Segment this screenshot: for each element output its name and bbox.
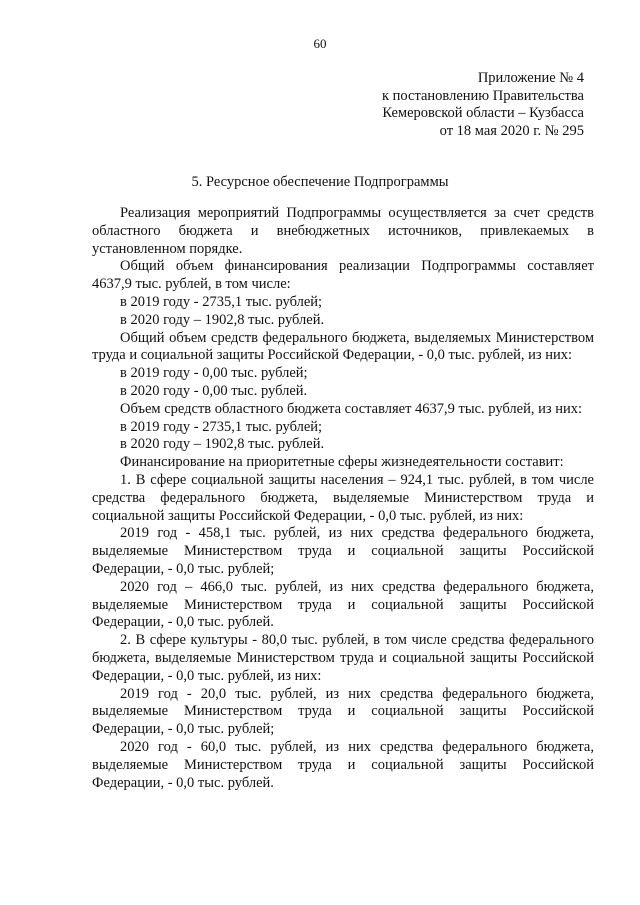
- paragraph: 1. В сфере социальной защиты населения – 924,1 тыс. рублей, в том числе средства федерального бюджета, выделяемые Министерством труда и социальной защиты Российской Федерации, - 0,0 тыс. рублей, из них:: [92, 471, 594, 524]
- paragraph: 2019 год - 20,0 тыс. рублей, из них средства федерального бюджета, выделяемые Министерством труда и социальной защиты Российской Федерации, - 0,0 тыс. рублей;: [92, 685, 594, 738]
- appendix-line-4: от 18 мая 2020 г. № 295: [439, 122, 584, 139]
- paragraph: Объем средств областного бюджета составляет 4637,9 тыс. рублей, из них:: [120, 400, 583, 417]
- appendix-header: [324, 70, 584, 140]
- paragraph: в 2019 году - 0,00 тыс. рублей;: [120, 365, 308, 382]
- paragraph: в 2019 году - 2735,1 тыс. рублей;: [120, 293, 323, 310]
- appendix-line-2: к постановлению Правительства: [382, 87, 584, 104]
- paragraph: в 2019 году - 2735,1 тыс. рублей;: [120, 418, 323, 435]
- paragraph: в 2020 году – 1902,8 тыс. рублей.: [120, 311, 325, 328]
- page-number: 60: [313, 36, 327, 51]
- paragraph: в 2020 году – 1902,8 тыс. рублей.: [120, 436, 325, 453]
- paragraph: Общий объем финансирования реализации Подпрограммы составляет 4637,9 тыс. рублей, в том числе:: [92, 258, 594, 293]
- section-title: 5. Ресурсное обеспечение Подпрограммы: [191, 174, 449, 190]
- paragraph: в 2020 году - 0,00 тыс. рублей.: [120, 382, 308, 399]
- appendix-line-3: Кемеровской области – Кузбасса: [382, 105, 584, 121]
- paragraph: 2. В сфере культуры - 80,0 тыс. рублей, в том числе средства федерального бюджета, выделяемые Министерством труда и социальной защиты Российской Федерации, - 0,0 тыс. рублей, из них:: [92, 632, 594, 684]
- paragraph: Реализация мероприятий Подпрограммы осуществляется за счет средств областного бюджета и внебюджетных источников, привлекаемых в установленном порядке.: [92, 205, 594, 257]
- paragraph: 2019 год - 458,1 тыс. рублей, из них средства федерального бюджета, выделяемые Министерством труда и социальной защиты Российской Федерации, - 0,0 тыс. рублей;: [92, 525, 594, 577]
- body-text: [92, 205, 594, 792]
- paragraph: 2020 год - 60,0 тыс. рублей, из них средства федерального бюджета, выделяемые Министерством труда и социальной защиты Российской Федерации, - 0,0 тыс. рублей.: [92, 738, 594, 791]
- paragraph: 2020 год – 466,0 тыс. рублей, из них средства федерального бюджета, выделяемые Министерством труда и социальной защиты Российской Федерации, - 0,0 тыс. рублей.: [92, 578, 594, 631]
- paragraph: Общий объем средств федерального бюджета, выделяемых Министерством труда и социальной защиты Российской Федерации, - 0,0 тыс. рублей, из них:: [92, 329, 594, 364]
- paragraph: Финансирование на приоритетные сферы жизнедеятельности составит:: [120, 454, 564, 471]
- appendix-line-1: Приложение № 4: [477, 70, 584, 86]
